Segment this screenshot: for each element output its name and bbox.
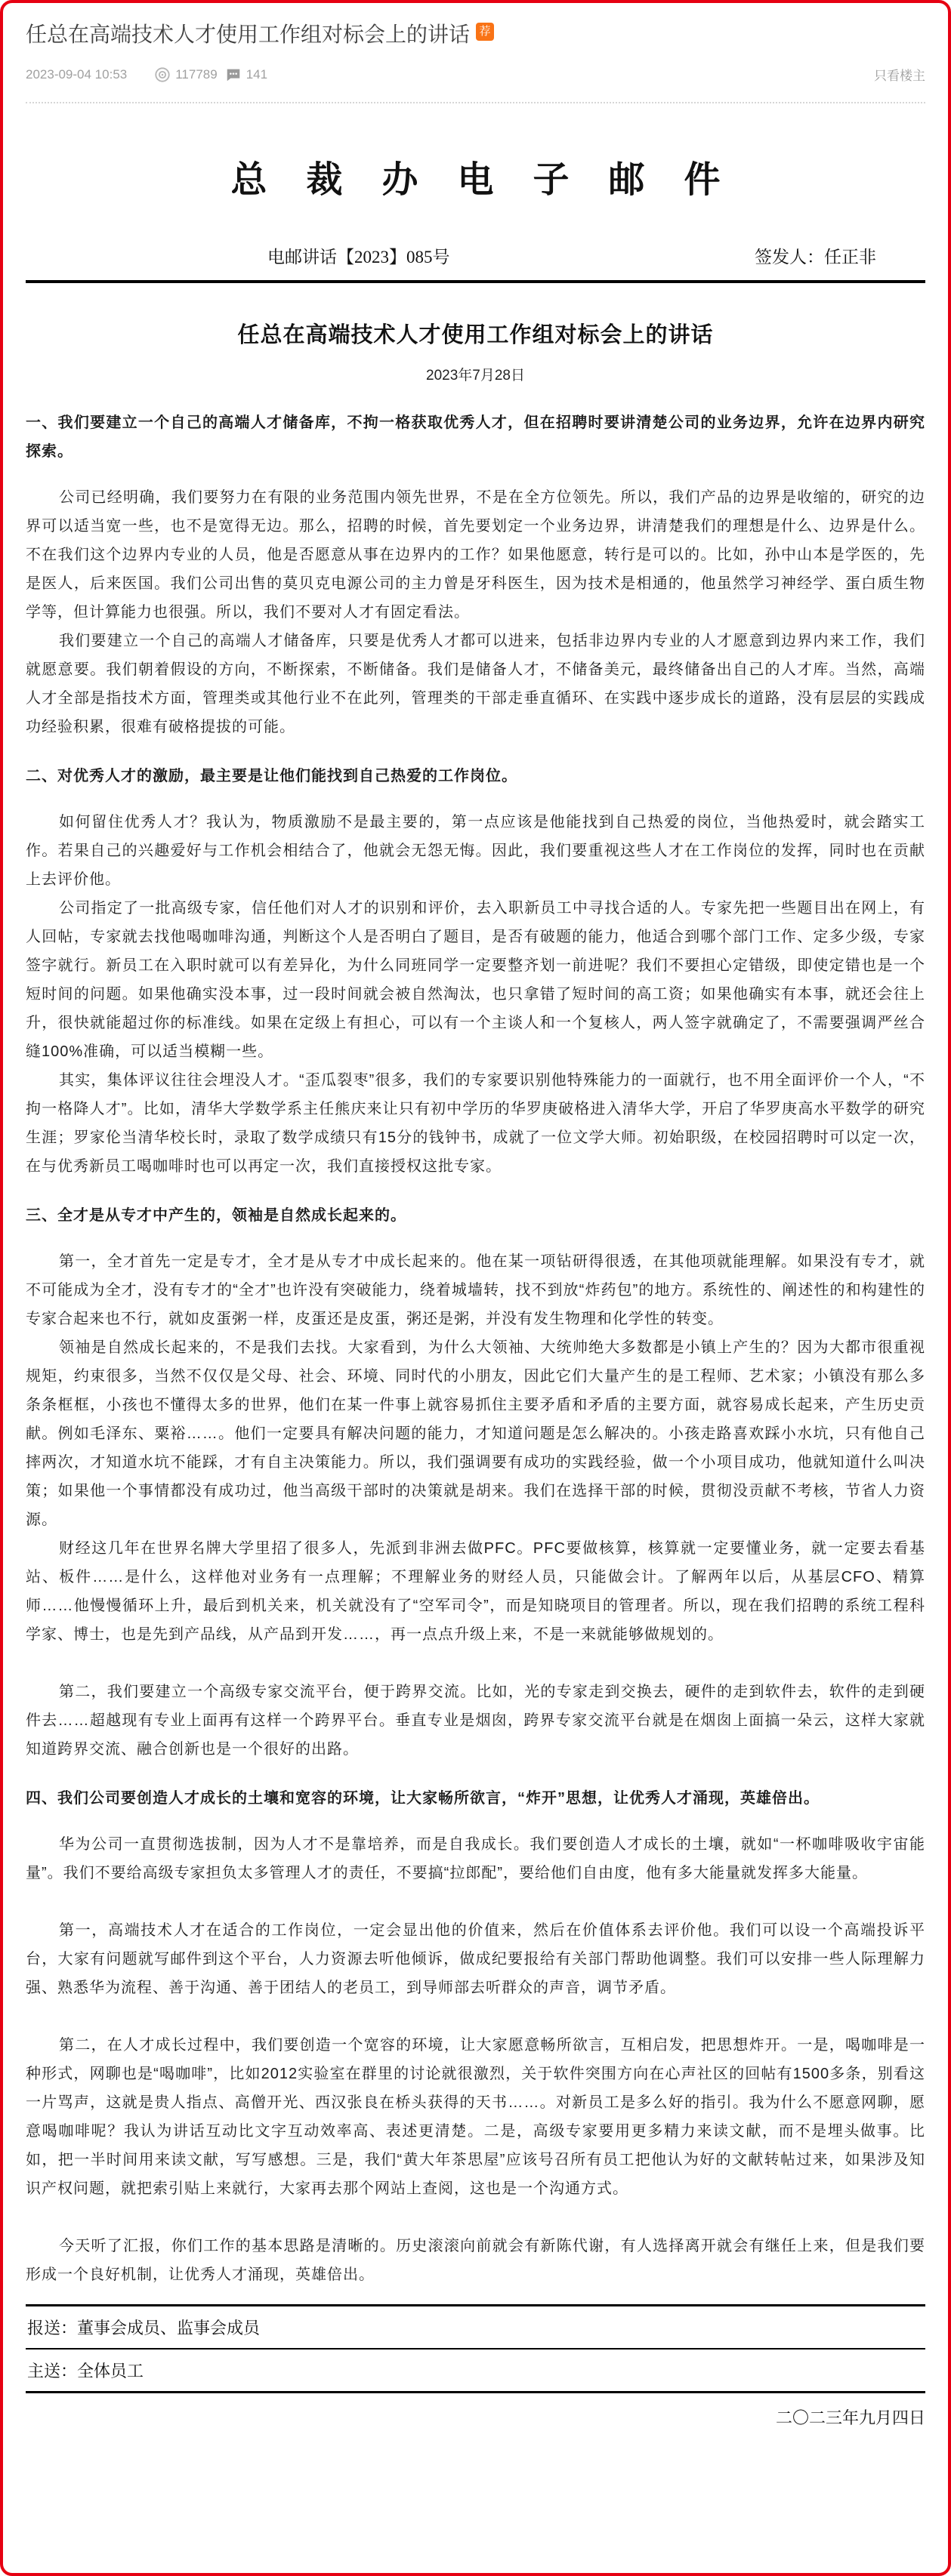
body-paragraph: 公司指定了一批高级专家，信任他们对人才的识别和评价，去入职新员工中寻找合适的人。专家先把一些题目出在网上，有人回帖，专家就去找他喝咖啡沟通，判断这个人是否明白了题目，是否有破题的能力，他适合到哪个部门工作、定多少级，专家签字就行。新员工在入职时就可以有差异化，为什么同班同学一定要整齐划一前进呢？我们不要担心定错级，即使定错也是一个短时间的问题。如果他确实没本事，过一段时间就会被自然淘汰，也只拿错了短时间的高工资；如果他确实有本事，就还会往上升，很快就能超过你的标准线。如果在定级上有担心，可以有一个主谈人和一个复核人，两人签字就确定了，不需要强调严丝合缝100%准确，可以适当模糊一些。: [26, 900, 925, 1061]
body-paragraph: 我们要建立一个自己的高端人才储备库，只要是优秀人才都可以进来，包括非边界内专业的人才愿意到边界内来工作，我们就愿意要。我们朝着假设的方向，不断探索，不断储备。我们是储备人才，不储备美元，最终储备出自己的人才库。当然，高端人才全部是指技术方面，管理类或其他行业不在此列，管理类的干部走垂直循环、在实践中逐步成长的道路，没有层层的实践成功经验积累，很难有破格提拔的可能。: [26, 633, 925, 736]
section-heading: 一、我们要建立一个自己的高端人才储备库，不拘一格获取优秀人才，但在招聘时要讲清楚公司的业务边界，允许在边界内研究探索。: [26, 414, 925, 461]
document-title: 任总在高端技术人才使用工作组对标会上的讲话: [237, 323, 714, 348]
comment-bubble-icon: [225, 66, 242, 83]
document: [26, 150, 925, 2429]
section-heading: 四、我们公司要创造人才成长的土壤和宽容的环境，让大家畅所欲言，“炸开”思想，让优秀人才涌现，英雄倍出。: [26, 1790, 820, 1807]
document-number-row: [267, 243, 876, 268]
comments-count: 141: [245, 66, 268, 82]
main-to-row: 主送：全体员工: [27, 2362, 144, 2381]
eye-icon: [154, 66, 171, 83]
body-paragraph: 华为公司一直贯彻选拔制，因为人才不是靠培养，而是自我成长。我们要创造人才成长的土壤，就如“一杯咖啡吸收宇宙能量”。我们不要给高级专家担负太多管理人才的责任，不要搞“拉郎配”，要给他们自由度，他有多大能量就发挥多大能量。: [26, 1836, 925, 1882]
post-meta: [26, 65, 925, 84]
body-paragraph: 如何留住优秀人才？我认为，物质激励不是最主要的，第一点应该是他能找到自己热爱的岗位，当他热爱时，就会踏实工作。若果自己的兴趣爱好与工作机会相结合了，他就会无怨无悔。因此，我们要重视这些人才在工作岗位的发挥，同时也在贡献上去评价他。: [26, 814, 925, 889]
body-paragraph: 今天听了汇报，你们工作的基本思路是清晰的。历史滚滚向前就会有新陈代谢，有人选择离开就会有继任上来，但是我们要形成一个良好机制，让优秀人才涌现，英雄倍出。: [26, 2238, 925, 2284]
document-masthead: 总裁办电子邮件: [230, 160, 760, 201]
document-number: 电邮讲话【2023】085号: [267, 248, 450, 267]
body-paragraph: 公司已经明确，我们要努力在有限的业务范围内领先世界，不是在全方位领先。所以，我们产品的边界是收缩的，研究的边界可以适当宽一些，也不是宽得无边。那么，招聘的时候，首先要划定一个业务边界，讲清楚我们的理想是什么、边界是什么。不在我们这个边界内专业的人员，他是否愿意从事在边界内的工作？如果他愿意，转行是可以的。比如，孙中山本是学医的，先是医人，后来医国。我们公司出售的莫贝克电源公司的主力曾是牙科医生，因为技术是相通的，他虽然学习神经学、蛋白质生物学等，但计算能力也很强。所以，我们不要对人才有固定看法。: [26, 489, 925, 621]
section-heading: 三、全才是从专才中产生的，领袖是自然成长起来的。: [26, 1207, 406, 1225]
body-paragraph: 第二，我们要建立一个高级专家交流平台，便于跨界交流。比如，光的专家走到交换去，硬件的走到软件去，软件的走到硬件去……超越现有专业上面再有这样一个跨界平台。垂直专业是烟囱，跨界专家交流平台就是在烟囱上面搞一朵云，这样大家就知道跨界交流、融合创新也是一个很好的出路。: [26, 1684, 925, 1758]
document-date: 2023年7月28日: [426, 368, 525, 384]
section-heading: 二、对优秀人才的激励，最主要是让他们能找到自己热爱的工作岗位。: [26, 768, 517, 785]
dotted-separator: [26, 102, 925, 103]
post-title: 任总在高端技术人才使用工作组对标会上的讲话: [26, 23, 471, 46]
masthead-rule: [26, 280, 925, 283]
views-count: 117789: [175, 66, 218, 82]
document-signer: 签发人：任正非: [755, 248, 876, 267]
body-paragraph: 第一，全才首先一定是专才，全才是从专才中成长起来的。他在某一项钻研得很透，在其他项就能理解。如果没有专才，就不可能成为全才，没有专才的“全才”也许没有突破能力，绕着城墙转，找不到放“炸药包”的地方。系统性的、阐述性的和构建性的专家合起来也不行，就如皮蛋粥一样，皮蛋还是皮蛋，粥还是粥，并没有发生物理和化学性的转变。: [26, 1253, 925, 1328]
post-date: 2023-09-04 10:53: [26, 66, 128, 82]
body-paragraph: 领袖是自然成长起来的，不是我们去找。大家看到，为什么大领袖、大统帅绝大多数都是小镇上产生的？因为大都市很重视规矩，约束很多，当然不仅仅是父母、社会、环境、同时代的小朋友，因此它们大量产生的是工程师、艺术家；小镇没有那么多条条框框，小孩也不懂得太多的世界，他们在某一件事上就容易抓住主要矛盾和矛盾的主要方面，就容易成长起来，产生历史贡献。例如毛泽东、粟裕……。他们一定要具有解决问题的能力，才知道问题是怎么解决的。小孩走路喜欢踩小水坑，只有他自己摔两次，才知道水坑不能踩，才有自主决策能力。所以，我们强调要有成功的实践经验，做一个小项目成功，他就知道什么叫决策；如果他一个事情都没有成功过，他当高级干部时的决策就是胡来。我们在选择干部的时候，贯彻没贡献不考核，节省人力资源。: [26, 1339, 925, 1529]
report-to-row: 报送：董事会成员、监事会成员: [27, 2319, 261, 2338]
document-footer: [26, 2304, 925, 2429]
document-body: [26, 408, 925, 2289]
body-paragraph: 其实，集体评议往往会埋没人才。“歪瓜裂枣”很多，我们的专家要识别他特殊能力的一面就行，也不用全面评价一个人，“不拘一格降人才”。比如，清华大学数学系主任熊庆来让只有初中学历的华罗庚破格进入清华大学，开启了华罗庚高水平数学的研究生涯；罗家伦当清华校长时，录取了数学成绩只有15分的钱钟书，成就了一位文学大师。初始职级，在校园招聘时可以定一次，在与优秀新员工喝咖啡时也可以再定一次，我们直接授权这批专家。: [26, 1072, 925, 1176]
body-paragraph: 第一，高端技术人才在适合的工作岗位，一定会显出他的价值来，然后在价值体系去评价他。我们可以设一个高端投诉平台，大家有问题就写邮件到这个平台，人力资源去听他倾诉，做成纪要报给有关部门帮助他调整。我们可以安排一些人际理解力强、熟悉华为流程、善于沟通、善于团结人的老员工，到导师部去听群众的声音，调节矛盾。: [26, 1922, 925, 1997]
post-meta-left: [26, 66, 267, 83]
issue-date: 二〇二三年九月四日: [775, 2408, 925, 2428]
views-counter: [154, 66, 217, 83]
body-paragraph: 第二，在人才成长过程中，我们要创造一个宽容的环境，让大家愿意畅所欲言，互相启发，把思想炸开。一是，喝咖啡是一种形式，网聊也是“喝咖啡”，比如2012实验室在群里的讨论就很激烈，关于软件突围方向在心声社区的回帖有1500多条，别看这一片骂声，这就是贵人指点、高僧开光、西汉张良在桥头获得的天书……。对新员工是多么好的指引。我为什么不愿意网聊，愿意喝咖啡呢？我认为讲话互动比文字互动效率高、表述更清楚。二是，高级专家要用更多精力来读文献，而不是埋头做事。比如，把一半时间用来读文献，写写感想。三是，我们“黄大年茶思屋”应该号召所有员工把他认为好的文献转帖过来，如果涉及知识产权问题，就把索引贴上来就行，大家再去那个网站上查阅，这也是一个沟通方式。: [26, 2037, 925, 2198]
recommended-badge: 荐: [476, 23, 494, 41]
body-paragraph: 财经这几年在世界名牌大学里招了很多人，先派到非洲去做PFC。PFC要做核算，核算就一定要懂业务，就一定要去看基站、板件……是什么，这样他对业务有一点理解；不理解业务的财经人员，只能做会计。了解两年以后，从基层CFO、精算师……他慢慢循环上升，最后到机关来，机关就没有了“空军司令”，而是知晓项目的管理者。所以，现在我们招聘的系统工程科学家、博士，也是先到产品线，从产品到开发……，再一点点升级上来，不是一来就能够做规划的。: [26, 1540, 925, 1644]
comments-counter: [225, 66, 267, 83]
only-op-link[interactable]: 只看楼主: [874, 69, 925, 84]
post-header: [26, 21, 925, 48]
